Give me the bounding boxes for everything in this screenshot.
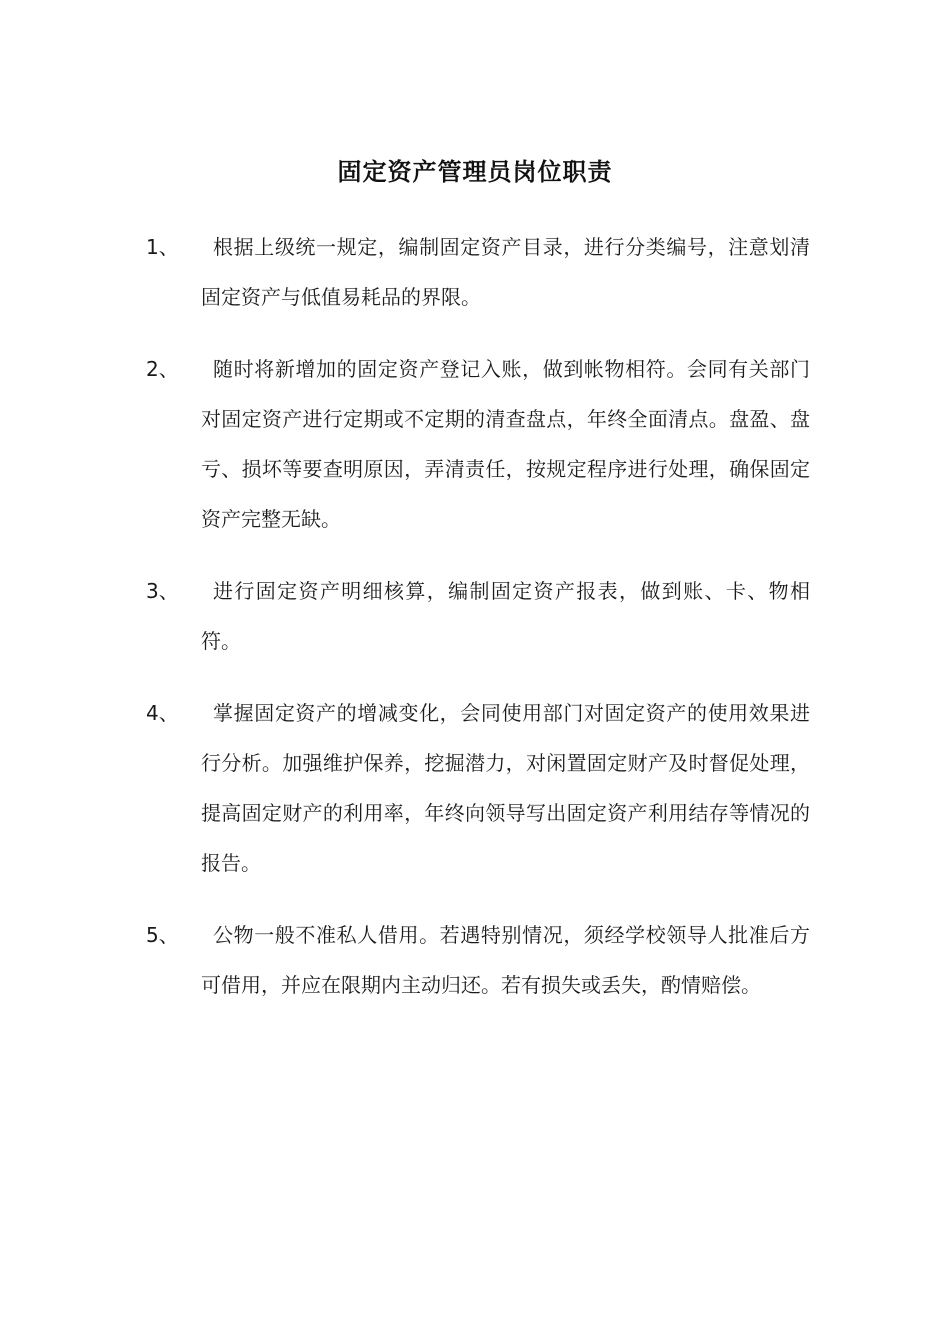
duty-item-2 <box>146 344 810 544</box>
duty-item-text: 公物一般不准私人借用。若遇特别情况，须经学校领导人批准后方可借用，并应在限期内主动归还。若有损失或丢失，酌情赔偿。 <box>201 923 810 997</box>
document-title: 固定资产管理员岗位职责 <box>337 157 613 186</box>
duty-list <box>146 222 810 1032</box>
duty-item-1 <box>146 222 810 322</box>
duty-item-text: 掌握固定资产的增减变化，会同使用部门对固定资产的使用效果进行分析。加强维护保养，挖掘潜力，对闲置固定财产及时督促处理，提高固定财产的利用率，年终向领导写出固定资产利用结存等情况的报告。 <box>201 701 810 875</box>
duty-item-text: 根据上级统一规定，编制固定资产目录，进行分类编号，注意划清固定资产与低值易耗品的界限。 <box>201 235 810 309</box>
duty-item-number: 2、 <box>146 357 179 381</box>
duty-item-4 <box>146 688 810 888</box>
duty-item-3 <box>146 566 810 666</box>
duty-item-number: 5、 <box>146 923 179 947</box>
duty-item-number: 4、 <box>146 701 179 725</box>
duty-item-number: 3、 <box>146 579 179 603</box>
duty-item-5 <box>146 910 810 1010</box>
duty-item-number: 1、 <box>146 235 179 259</box>
duty-item-text: 进行固定资产明细核算，编制固定资产报表，做到账、卡、物相符。 <box>201 579 810 653</box>
duty-item-text: 随时将新增加的固定资产登记入账，做到帐物相符。会同有关部门对固定资产进行定期或不定期的清查盘点，年终全面清点。盘盈、盘亏、损坏等要查明原因，弄清责任，按规定程序进行处理，确保固定资产完整无缺。 <box>201 357 810 531</box>
